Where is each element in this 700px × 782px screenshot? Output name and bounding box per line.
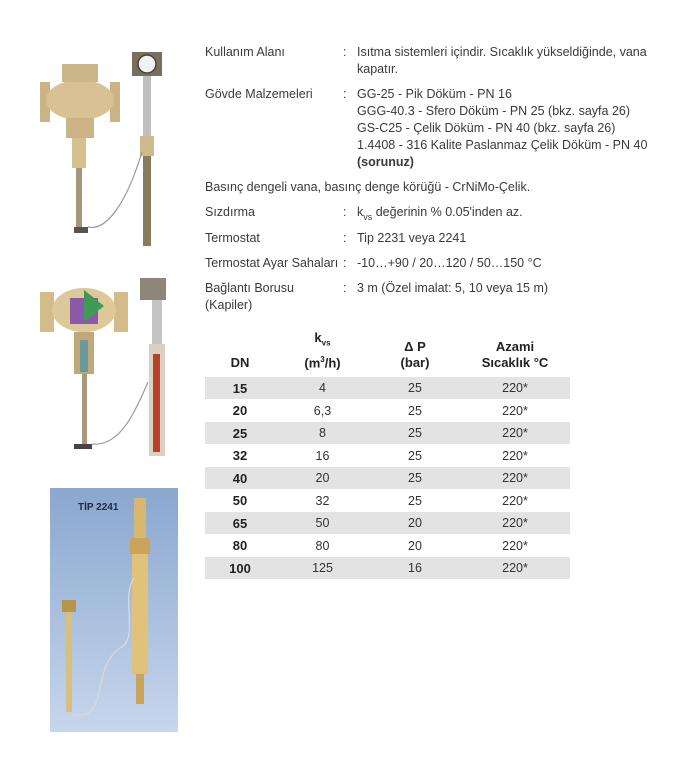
header-dn: DN [230,354,250,370]
cell-temp: 220* [460,557,570,580]
table-header-row [205,330,570,377]
dp-line1: Δ P [404,338,426,354]
dp-line2: (bar) [400,354,430,370]
spec-boru [205,280,665,314]
sizdirma-text: değerinin % 0.05'inden az. [372,205,523,219]
header-temp [460,330,570,377]
cell-dp: 20 [408,538,422,553]
cell-kvs: 16 [315,448,330,463]
cell-dp: 25 [408,493,422,508]
table-row [205,444,570,467]
cell-temp: 220* [502,538,528,553]
table-row [205,467,570,490]
cell-dp: 16 [370,557,460,580]
cell-temp: 220* [502,448,528,463]
cell-kvs: 4 [275,377,370,400]
cell-kvs: 8 [275,422,370,445]
material-item: GS-C25 - Çelik Döküm - PN 40 (bkz. sayfa 26) [357,121,616,135]
cell-dn: 32 [232,448,248,464]
cell-dp: 25 [408,448,422,463]
spec-label: Termostat [205,231,260,245]
kvs-symbol: k [314,330,322,345]
cell-temp: 220* [460,512,570,535]
cell-dn: 15 [205,377,275,400]
material-item: 1.4408 - 316 Kalite Paslanmaz Çelik Döküm - PN 40 [357,138,648,152]
cell-dp: 25 [370,422,460,445]
material-item: GG-25 - Pik Döküm - PN 16 [357,87,512,101]
dn-table [205,330,570,579]
cell-kvs: 80 [315,538,330,553]
colon: : [343,281,347,295]
valve-cutaway-image [40,262,190,467]
kvs-subscript: vs [321,338,331,348]
cell-kvs: 32 [315,493,330,508]
spec-label: Gövde Malzemeleri [205,87,313,101]
cell-dn: 25 [205,422,275,445]
table-row [205,557,570,580]
table-row [205,399,570,422]
cell-temp: 220* [460,467,570,490]
cell-dn: 20 [232,403,248,419]
thermostat-photo [50,488,178,732]
spec-value [357,204,665,222]
spec-label: Bağlantı Borusu (Kapiler) [205,281,294,312]
colon: : [343,231,347,245]
spec-kullanim [205,44,665,78]
spec-ayar [205,255,665,272]
temp-line2: Sıcaklık °C [481,354,549,370]
kvs-symbol: k [357,205,364,219]
cell-dn: 65 [205,512,275,535]
cell-temp: 220* [502,493,528,508]
kvs-unit-a: (m [304,354,321,370]
cell-dn: 80 [232,538,248,554]
table-row [205,422,570,445]
spec-list [205,44,665,322]
photo-label: TİP 2241 [78,502,119,513]
cell-dp: 25 [370,377,460,400]
table-row [205,489,570,512]
spec-label: Sızdırma [205,205,256,219]
spec-govde [205,86,665,171]
kvs-unit-b: /h) [324,354,341,370]
kvs-subscript: vs [363,212,373,222]
cell-dn: 40 [205,467,275,490]
colon: : [343,256,347,270]
cell-temp: 220* [460,377,570,400]
spec-label: Kullanım Alanı [205,45,285,59]
cell-dn: 100 [205,557,275,580]
colon: : [343,45,347,59]
spec-termostat [205,230,665,247]
valve-thermostat-image [30,42,190,252]
header-kvs [275,330,370,377]
spec-value: -10…+90 / 20…120 / 50…150 °C [357,256,542,270]
cell-temp: 220* [502,403,528,418]
cell-kvs: 50 [275,512,370,535]
table-row [205,512,570,535]
cell-kvs: 6,3 [313,403,332,418]
material-item: GGG-40.3 - Sfero Döküm - PN 25 (bkz. sayfa 26) [357,104,631,118]
cell-kvs: 125 [275,557,370,580]
cell-temp: 220* [460,422,570,445]
spec-value-list [357,86,665,171]
spec-value: Tip 2231 veya 2241 [357,231,467,245]
temp-line1: Azami [495,338,535,354]
spec-value: Isıtma sistemleri içindir. Sıcaklık yükseldiğinde, vana kapatır. [357,45,647,76]
spec-label: Termostat Ayar Sahaları [205,256,339,270]
material-note: (sorunuz) [357,155,414,169]
table-row [205,534,570,557]
spec-basinc-note: Basınç dengeli vana, basınç denge körüğü - CrNiMo-Çelik. [205,180,531,194]
header-dp [370,330,460,377]
spec-sizdirma [205,204,665,222]
cell-dp: 25 [370,467,460,490]
table-row [205,377,570,400]
spec-value: 3 m (Özel imalat: 5, 10 veya 15 m) [357,281,549,295]
colon: : [343,87,347,101]
cell-dp: 25 [408,403,422,418]
kvs-unit-sup: 3 [320,354,325,364]
colon: : [343,205,347,219]
cell-dp: 20 [370,512,460,535]
cell-dn: 50 [232,493,248,509]
cell-kvs: 20 [275,467,370,490]
